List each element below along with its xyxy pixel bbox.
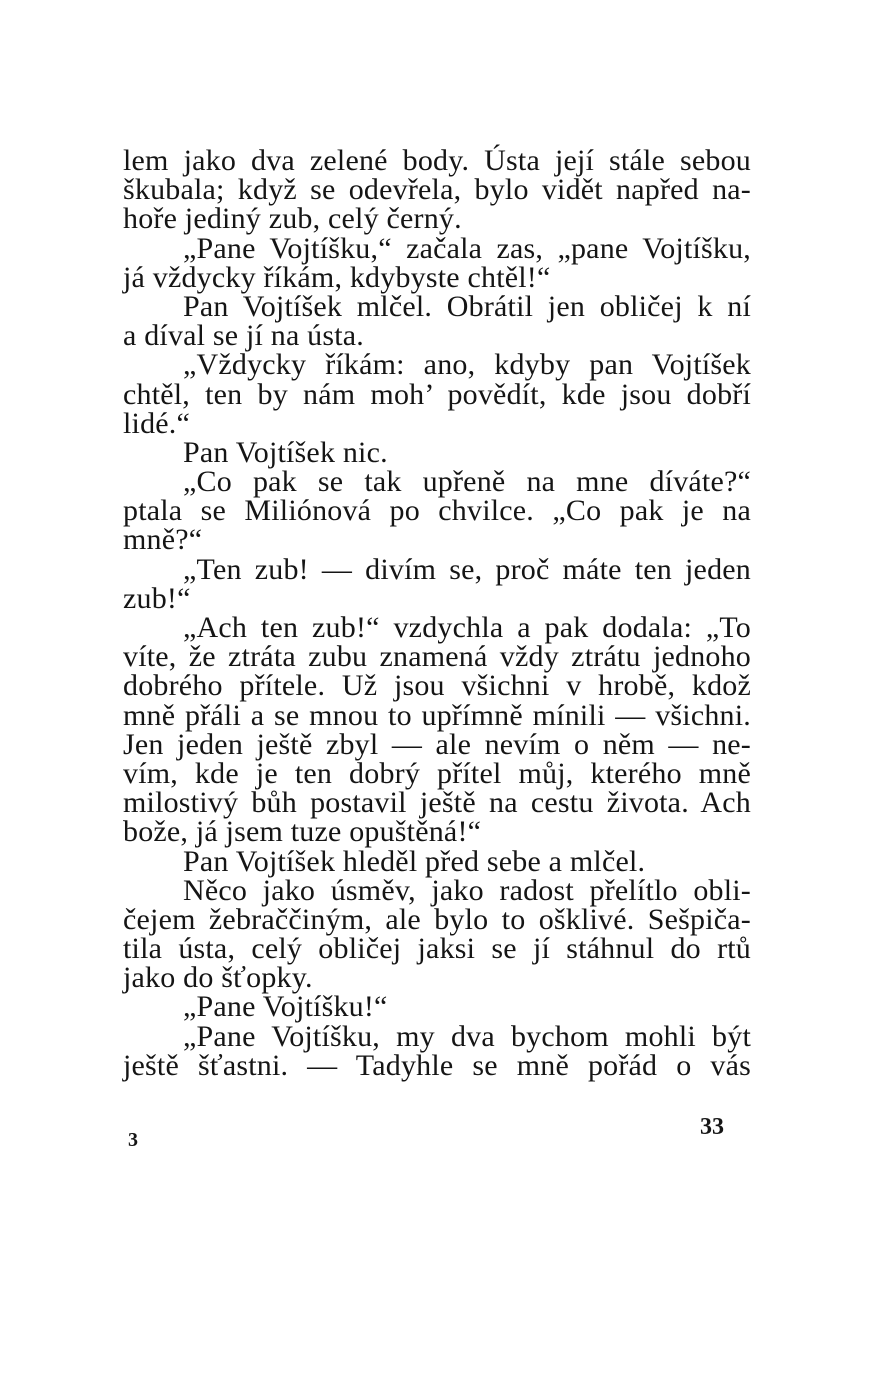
text-line: víte, že ztráta zubu znamená vždy ztrátu jednoho (123, 640, 751, 674)
text-line: a díval se jí na ústa. (123, 319, 365, 353)
text-line: škubala; když se odevřela, bylo vidět napřed na- (123, 173, 751, 207)
text-line: mně přáli a se mnou to upřímně mínili — všichni. (123, 698, 751, 732)
text-line: Pan Vojtíšek hleděl před sebe a mlčel. (183, 844, 646, 878)
text-line: zub!“ (123, 581, 191, 615)
text-line: já vždycky říkám, kdybyste chtěl!“ (123, 260, 551, 294)
text-line: „Pane Vojtíšku,“ začala zas, „pane Vojtíšku, (183, 231, 751, 265)
text-line: Jen jeden ještě zbyl — ale nevím o něm — ne- (123, 727, 751, 761)
text-line: tila ústa, celý obličej jaksi se jí stáhnul do rtů (123, 932, 751, 966)
text-line: chtěl, ten by nám moh’ povědít, kde jsou dobří (123, 377, 751, 411)
text-line: hoře jediný zub, celý černý. (123, 202, 462, 236)
text-line: mně?“ (123, 523, 203, 557)
text-line: dobrého přítele. Už jsou všichni v hrobě, kdož (123, 669, 751, 703)
text-line: jako do šťopky. (123, 961, 313, 995)
text-line: ptala se Miliónová po chvilce. „Co pak je na (123, 494, 751, 528)
text-line: „Ten zub! — divím se, proč máte ten jeden (183, 552, 751, 586)
text-line: lidé.“ (123, 406, 191, 440)
body-text (123, 146, 751, 1080)
text-line: ještě šťastni. — Tadyhle se mně pořád o vás (123, 1048, 751, 1082)
text-line: Něco jako úsměv, jako radost přelítlo obli- (183, 873, 751, 907)
text-line: Pan Vojtíšek nic. (183, 435, 388, 469)
text-line: lem jako dva zelené body. Ústa její stále sebou (123, 144, 751, 177)
text-line: bože, já jsem tuze opuštěná!“ (123, 815, 482, 849)
text-line: „Ach ten zub!“ vzdychla a pak dodala: „To (183, 611, 751, 644)
page-number: 33 (700, 1114, 724, 1140)
text-line: „Co pak se tak upřeně na mne díváte?“ (183, 465, 751, 499)
text-line: „Vždycky říkám: ano, kdyby pan Vojtíšek (183, 348, 751, 382)
signature-mark: 3 (128, 1129, 138, 1151)
text-line: vím, kde je ten dobrý přítel můj, kterého mně (123, 756, 751, 790)
text-line: „Pane Vojtíšku!“ (183, 990, 388, 1024)
text-line: čejem žebraččiným, ale bylo to ošklivé. Sešpiča- (123, 902, 751, 936)
text-line: „Pane Vojtíšku, my dva bychom mohli být (183, 1019, 751, 1053)
text-line: Pan Vojtíšek mlčel. Obrátil jen obličej k ní (183, 289, 751, 323)
text-line: milostivý bůh postavil ještě na cestu života. Ach (123, 786, 751, 820)
